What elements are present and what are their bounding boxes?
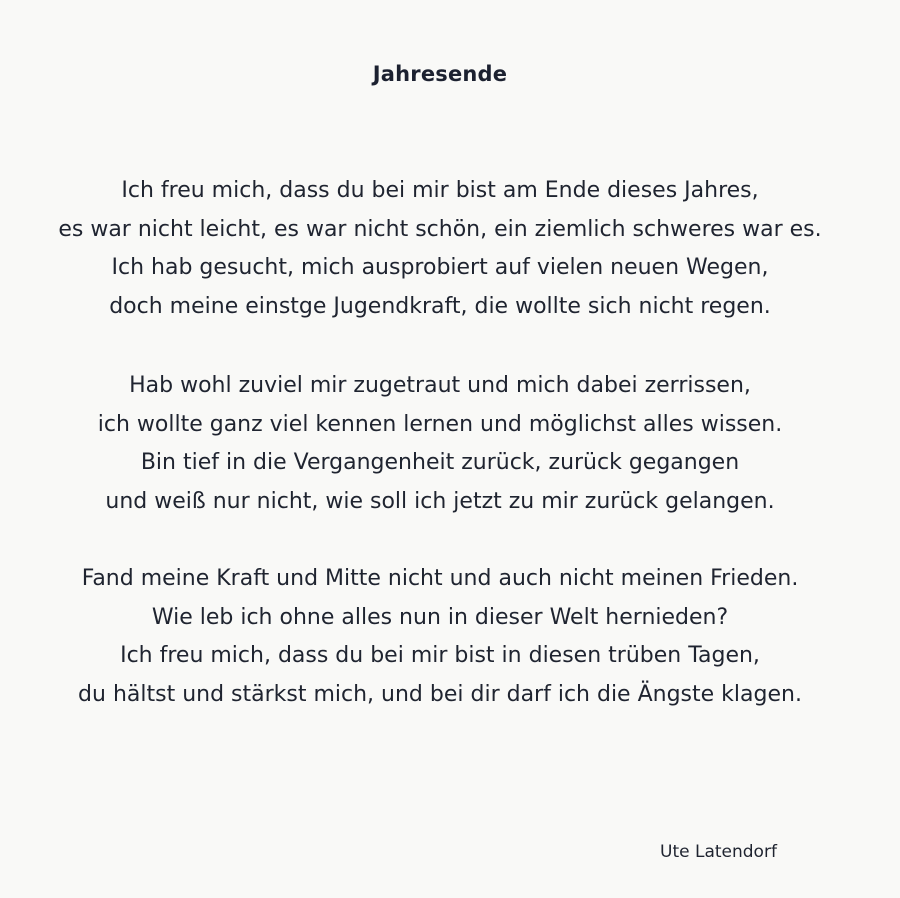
- poem-line: ich wollte ganz viel kennen lernen und möglichst alles wissen.: [97, 411, 783, 437]
- poem-line: Hab wohl zuviel mir zugetraut und mich dabei zerrissen,: [129, 373, 751, 398]
- poem-line: du hältst und stärkst mich, und bei dir darf ich die Ängste klagen.: [78, 681, 802, 707]
- poem-line: doch meine einstge Jugendkraft, die wollte sich nicht regen.: [109, 293, 771, 319]
- stanza-1: [0, 172, 880, 326]
- poem-line: Wie leb ich ohne alles nun in dieser Welt hernieden?: [151, 604, 729, 630]
- poem-line: Ich freu mich, dass du bei mir bist am Ende dieses Jahres,: [121, 178, 759, 203]
- poem-line: es war nicht leicht, es war nicht schön, ein ziemlich schweres war es.: [58, 216, 822, 242]
- stanza-2: [0, 367, 880, 521]
- poem-line: Fand meine Kraft und Mitte nicht und auch nicht meinen Frieden.: [81, 566, 799, 591]
- poem-line: Ich freu mich, dass du bei mir bist in diesen trüben Tagen,: [120, 643, 760, 668]
- poem-line: und weiß nur nicht, wie soll ich jetzt zu mir zurück gelangen.: [105, 488, 775, 514]
- poem-author: Ute Latendorf: [660, 842, 777, 862]
- poem-title: Jahresende: [372, 62, 508, 86]
- stanza-3: [0, 560, 880, 714]
- poem-line: Ich hab gesucht, mich ausprobiert auf vielen neuen Wegen,: [111, 255, 769, 280]
- poem-line: Bin tief in die Vergangenheit zurück, zurück gegangen: [140, 450, 740, 475]
